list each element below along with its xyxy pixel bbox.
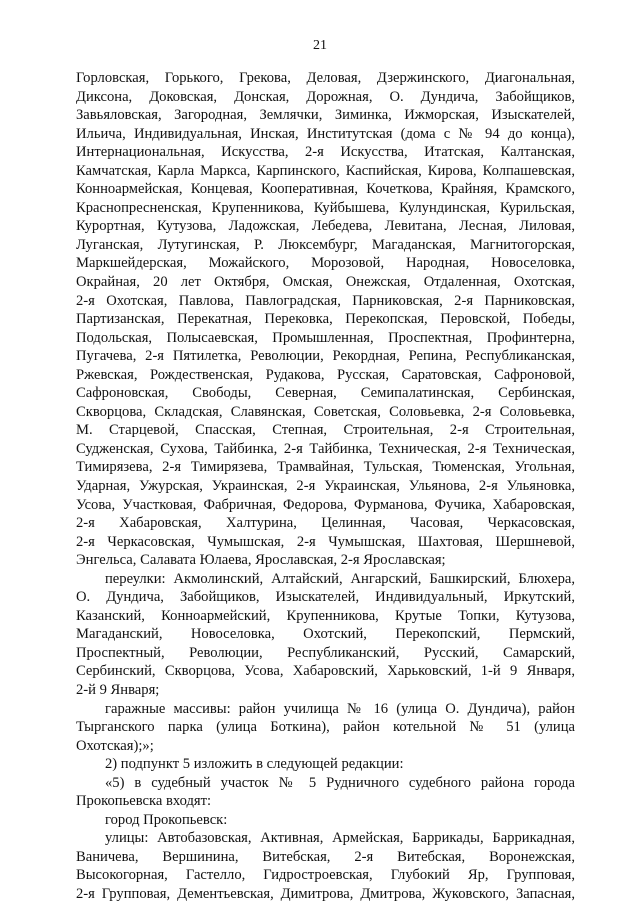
text-line: улицы: Автобазовская, Активная, Армейская, Баррикады, Баррикадная, [105, 830, 575, 846]
text-line: Усова, Участковая, Фабричная, Федорова, Фурманова, Фучика, Хабаровская, [76, 497, 575, 513]
text-line: Завьяловская, Загородная, Землячки, Зиминка, Ижморская, Изыскателей, [76, 107, 575, 123]
text-line: Курортная, Кутузова, Ладожская, Лебедева, Левитана, Лесная, Лиловая, [76, 218, 575, 234]
text-line: Горловская, Горького, Грекова, Деловая, Дзержинского, Диагональная, [76, 70, 575, 86]
text-line: Ударная, Ужурская, Украинская, 2-я Украинская, Ульянова, 2-я Ульяновка, [76, 478, 575, 494]
text-line: Партизанская, Перекатная, Перековка, Перекопская, Перовской, Победы, [76, 311, 575, 327]
text-line: Пугачева, 2-я Пятилетка, Революции, Рекордная, Репина, Республиканская, [76, 348, 575, 364]
text-line: Охотская);»; [76, 738, 154, 754]
text-line: город Прокопьевск: [105, 812, 228, 828]
text-line: Магаданский, Новоселовка, Охотский, Перекопский, Пермский, [76, 626, 575, 642]
text-line: Подольская, Полысаевская, Промышленная, Проспектная, Профинтерна, [76, 330, 575, 346]
text-line: Скворцова, Складская, Славянская, Советская, Соловьевка, 2-я Соловьевка, [76, 404, 575, 420]
text-line: М. Старцевой, Спасская, Степная, Строительная, 2-я Строительная, [76, 422, 575, 438]
text-line: Маркшейдерская, Можайского, Морозовой, Народная, Новоселовка, [76, 255, 575, 271]
text-line: Энгельса, Салавата Юлаева, Ярославская, 2-я Ярославская; [76, 552, 446, 568]
text-line: Тимирязева, 2-я Тимирязева, Трамвайная, Тульская, Тюменская, Угольная, [76, 459, 575, 475]
text-line: 2-я Групповая, Дементьевская, Димитрова, Дмитрова, Жуковского, Запасная, [76, 886, 575, 902]
text-line: Диксона, Доковская, Донская, Дорожная, О. Дундича, Забойщиков, [76, 89, 575, 105]
text-line: Тырганского парка (улица Боткина), район котельной № 51 (улица [76, 719, 575, 735]
text-line: Окрайная, 20 лет Октября, Омская, Онежская, Отдаленная, Охотская, [76, 274, 575, 290]
page-number: 21 [313, 38, 327, 53]
text-line: Камчатская, Карла Маркса, Карпинского, Каспийская, Кирова, Колпашевская, [76, 163, 575, 179]
text-line: Ильича, Индивидуальная, Инская, Институтская (дома с № 94 до конца), [76, 126, 575, 142]
text-line: переулки: Акмолинский, Алтайский, Ангарский, Башкирский, Блюхера, [105, 571, 575, 587]
text-line: 2) подпункт 5 изложить в следующей редакции: [105, 756, 404, 772]
text-line: 2-я Охотская, Павлова, Павлоградская, Парниковская, 2-я Парниковская, [76, 293, 575, 309]
text-line: Краснопресненская, Крупенникова, Куйбышева, Кулундинская, Курильская, [76, 200, 575, 216]
text-line: Интернациональная, Искусства, 2-я Искусства, Итатская, Калтанская, [76, 144, 575, 160]
text-line: Проспектный, Революции, Республиканский, Русский, Самарский, [76, 645, 575, 661]
text-line: гаражные массивы: район училища № 16 (улица О. Дундича), район [105, 701, 575, 717]
text-line: О. Дундича, Забойщиков, Изыскателей, Индивидуальный, Иркутский, [76, 589, 575, 605]
text-line: Прокопьевска входят: [76, 793, 212, 809]
text-line: 2-я Хабаровская, Халтурина, Целинная, Часовая, Черкасовская, [76, 515, 575, 531]
text-line: Высокогорная, Гастелло, Гидростроевская, Глубокий Яр, Групповая, [76, 867, 575, 883]
text-line: Конноармейская, Концевая, Кооперативная, Кочеткова, Крайняя, Крамского, [76, 181, 575, 197]
text-line: «5) в судебный участок № 5 Рудничного судебного района города [105, 775, 575, 791]
text-line: Луганская, Лутугинская, Р. Люксембург, Магаданская, Магнитогорская, [76, 237, 575, 253]
text-line: Ржевская, Рождественская, Рудакова, Русская, Саратовская, Сафроновой, [76, 367, 575, 383]
text-line: 2-я Черкасовская, Чумышская, 2-я Чумышская, Шахтовая, Шершневой, [76, 534, 575, 550]
text-line: Сербинский, Скворцова, Усова, Хабаровский, Харьковский, 1-й 9 Января, [76, 663, 575, 679]
text-line: Судженская, Сухова, Тайбинка, 2-я Тайбинка, Техническая, 2-я Техническая, [76, 441, 575, 457]
text-line: 2-й 9 Января; [76, 682, 160, 698]
text-line: Сафроновская, Свободы, Северная, Семипалатинская, Сербинская, [76, 385, 575, 401]
text-line: Казанский, Конноармейский, Крупенникова, Крутые Топки, Кутузова, [76, 608, 575, 624]
text-line: Ваничева, Вершинина, Витебская, 2-я Витебская, Воронежская, [76, 849, 575, 865]
